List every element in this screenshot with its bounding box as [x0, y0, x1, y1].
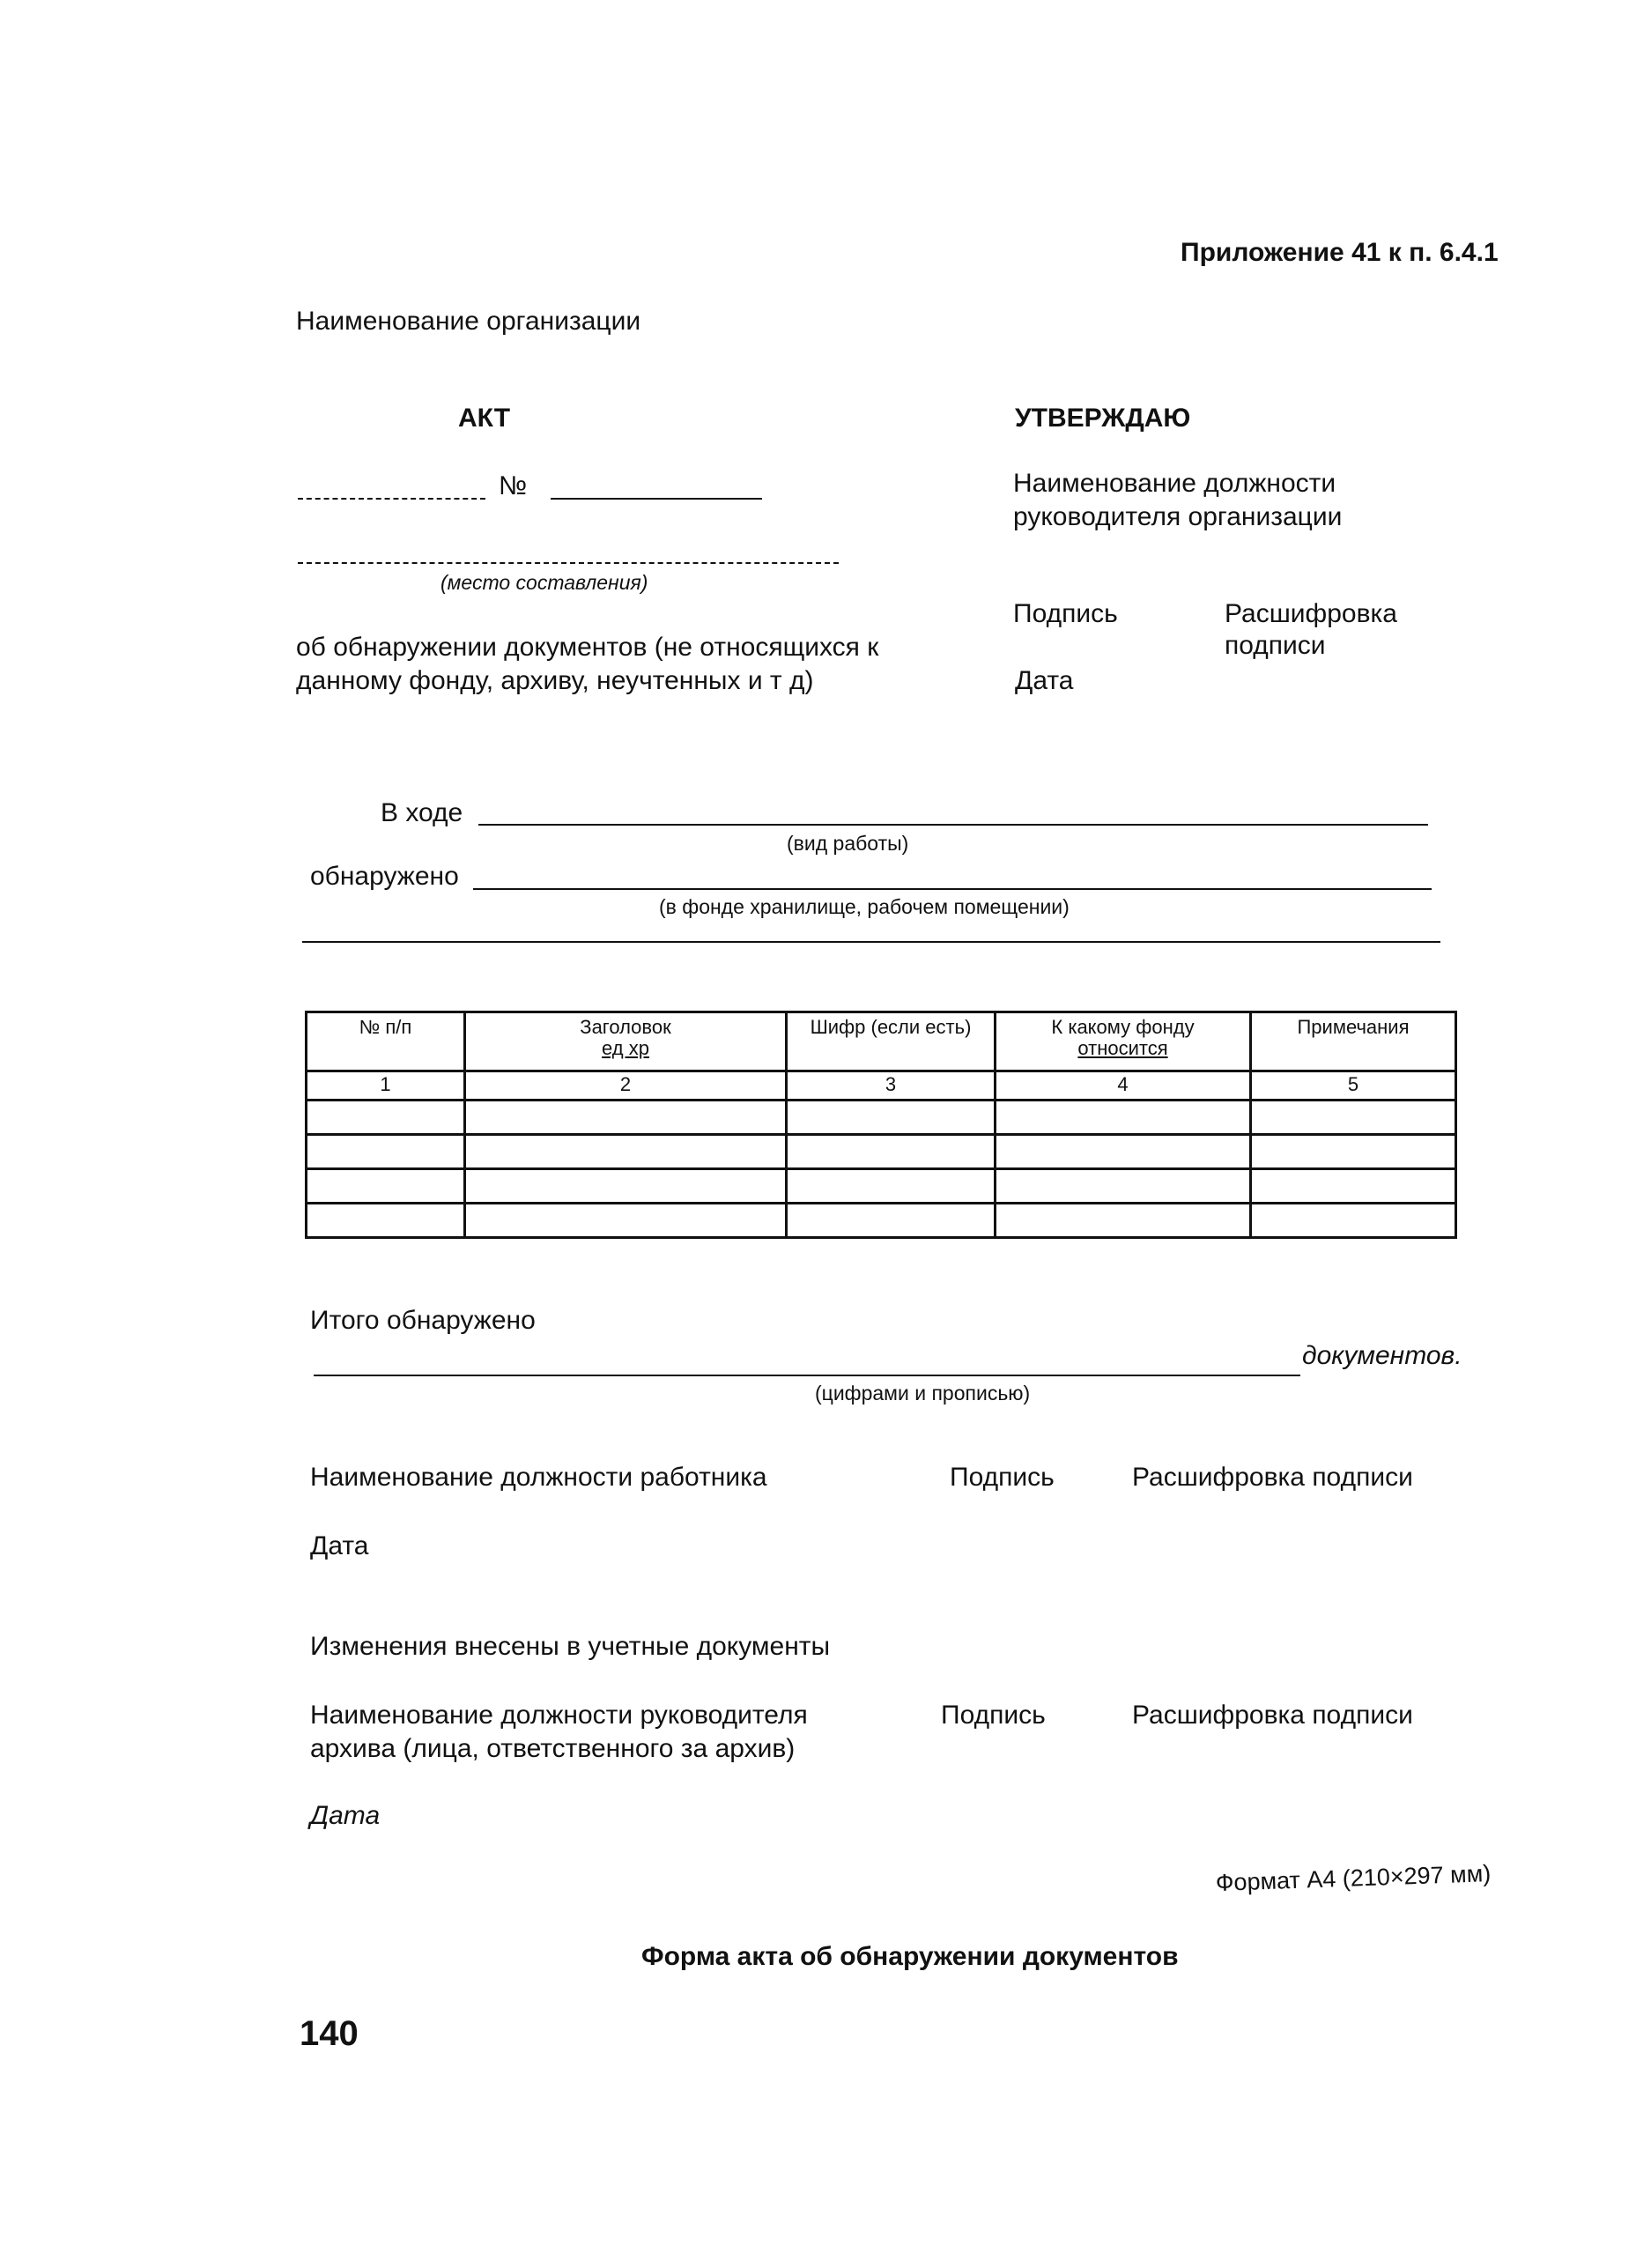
table-row: [307, 1101, 1456, 1135]
act-title: АКТ: [458, 404, 511, 433]
documents-table: [305, 1011, 1457, 1239]
header-cell-notes: Примечания: [1251, 1012, 1456, 1071]
organization-name: Наименование организации: [296, 307, 641, 336]
worker-signature: Подпись: [950, 1463, 1055, 1492]
column-number-3: 3: [787, 1071, 996, 1101]
table-header-row: [307, 1012, 1456, 1071]
approve-decode-line2: подписи: [1225, 631, 1326, 660]
act-number-sign: №: [499, 471, 528, 500]
approve-position-line1: Наименование должности: [1013, 469, 1336, 498]
act-date-line: [298, 498, 485, 500]
form-title: Форма акта об обнаружении документов: [641, 1942, 1179, 1971]
format-note: Формат А4 (210×297 мм): [1215, 1860, 1492, 1896]
approve-decode-line1: Расшифровка: [1225, 599, 1397, 628]
table-number-row: [307, 1071, 1456, 1101]
total-suffix: документов.: [1302, 1341, 1462, 1370]
table-row: [307, 1135, 1456, 1169]
header-cell-title: Заголовок ед хр: [465, 1012, 787, 1071]
approve-title: УТВЕРЖДАЮ: [1015, 404, 1191, 433]
archive-head-position-line2: архива (лица, ответственного за архив): [310, 1734, 796, 1763]
work-type-caption: (вид работы): [787, 832, 909, 855]
archive-head-position-line1: Наименование должности руководителя: [310, 1701, 808, 1730]
archive-head-signature: Подпись: [941, 1701, 1046, 1730]
found-place-caption: (в фонде хранилище, рабочем помещении): [659, 895, 1070, 918]
page-number: 140: [300, 2014, 359, 2053]
found-label: обнаружено: [310, 862, 459, 891]
column-number-4: 4: [996, 1071, 1251, 1101]
appendix-reference: Приложение 41 к п. 6.4.1: [1181, 238, 1499, 267]
total-label: Итого обнаружено: [310, 1306, 536, 1335]
approve-date: Дата: [1015, 666, 1074, 695]
work-type-line: [478, 824, 1428, 826]
header-cell-number: № п/п: [307, 1012, 465, 1071]
worker-position: Наименование должности работника: [310, 1463, 767, 1492]
worker-decode: Расшифровка подписи: [1132, 1463, 1413, 1492]
column-number-2: 2: [465, 1071, 787, 1101]
approve-signature: Подпись: [1013, 599, 1118, 628]
changes-text: Изменения внесены в учетные документы: [310, 1632, 831, 1661]
act-subject-line2: данному фонду, архиву, неучтенных и т д): [296, 666, 814, 695]
header-cell-code: Шифр (если есть): [787, 1012, 996, 1071]
worker-date: Дата: [310, 1531, 369, 1560]
act-subject-line1: об обнаружении документов (не относящихся к: [296, 633, 879, 662]
archive-head-date: Дата: [310, 1801, 381, 1830]
archive-head-decode: Расшифровка подписи: [1132, 1701, 1413, 1730]
place-line: [298, 562, 839, 564]
header-cell-fund: К какому фонду относится: [996, 1012, 1251, 1071]
total-caption: (цифрами и прописью): [815, 1382, 1031, 1405]
approve-position-line2: руководителя организации: [1013, 502, 1343, 531]
table-row: [307, 1169, 1456, 1204]
column-number-5: 5: [1251, 1071, 1456, 1101]
act-number-line: [551, 498, 762, 500]
during-label: В ходе: [381, 798, 463, 827]
table-row: [307, 1204, 1456, 1238]
column-number-1: 1: [307, 1071, 465, 1101]
place-caption: (место составления): [440, 571, 648, 594]
total-line: [314, 1375, 1300, 1376]
extra-line: [302, 941, 1440, 943]
found-place-line: [473, 888, 1432, 890]
